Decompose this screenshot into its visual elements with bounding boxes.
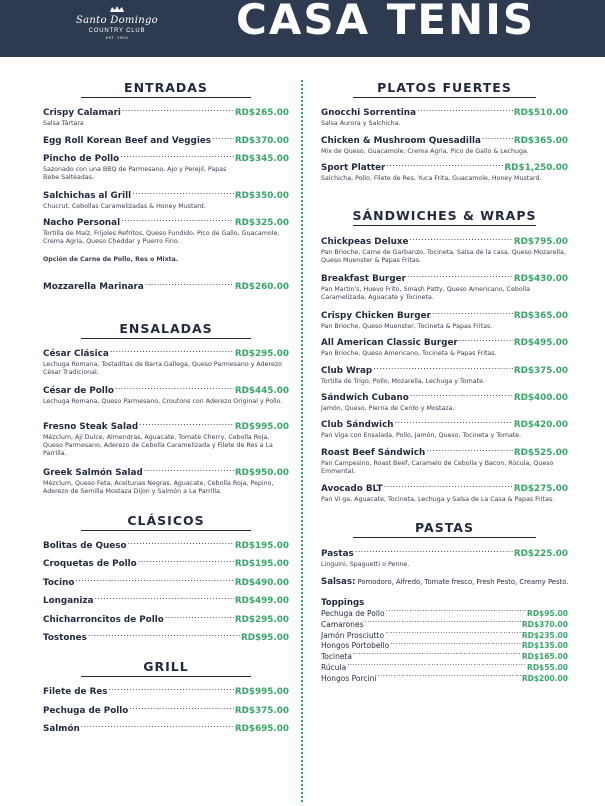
logo-club-text: COUNTRY CLUB <box>88 28 146 34</box>
item-name: Chickpeas Deluxe <box>321 237 409 247</box>
menu-item <box>43 152 289 182</box>
item-price: RD$420.00 <box>513 420 568 430</box>
item-price: RD$195.00 <box>234 541 289 551</box>
item-price: RD$490.00 <box>234 578 289 588</box>
item-note: Opción de Carne de Pollo, Res o Mixta. <box>43 256 179 263</box>
topping-row <box>321 651 568 662</box>
item-desc: Salsa Aurora y Salchicha. <box>321 119 401 127</box>
menu-item <box>43 685 289 698</box>
item-desc: Pan Martin's, Huevo Frito, Smash Patty, Queso Americano, Cebolla Caramelizada, Aguacate y Tocineta. <box>321 285 531 301</box>
item-name: Tocino <box>43 578 75 588</box>
menu-item <box>321 336 568 358</box>
item-price: RD$325.00 <box>234 218 289 228</box>
menu-item <box>43 189 289 211</box>
item-desc: Mézclum, Queso Feta, Aceitunas Negras, Aguacate, Cebolla Roja, Pepino, Aderezo de Semilla Mostaza Dijon y Salmón a La Parrilla. <box>43 479 274 495</box>
item-price: RD$225.00 <box>513 549 568 559</box>
topping-name: Hongos Portobello <box>321 641 390 651</box>
menu-item <box>321 134 568 156</box>
item-price: RD$375.00 <box>234 706 289 716</box>
item-name: César Clásica <box>43 349 109 359</box>
item-price: RD$265.00 <box>234 108 289 118</box>
topping-name: Pechuga de Pollo <box>321 609 385 618</box>
section-rule <box>81 676 251 677</box>
item-name: Sport Platter <box>321 163 386 173</box>
item-desc: Pan Viga con Ensalada, Pollo, Jamón, Queso, Tocineta y Tomate. <box>321 431 522 439</box>
section-rule <box>81 530 251 531</box>
topping-row <box>321 608 568 619</box>
menu-item <box>321 309 568 331</box>
menu-item <box>43 594 289 607</box>
menu-item <box>321 364 568 386</box>
item-name: Avocado BLT <box>321 484 383 494</box>
menu-item <box>43 420 289 459</box>
item-desc: Lechuga Romana, Tostaditas de Barra Gallega, Queso Parmesano y Aderezo César Tradicional. <box>43 360 282 376</box>
topping-row <box>321 673 568 684</box>
item-name: Bolitas de Queso <box>43 541 127 551</box>
item-price: RD$345.00 <box>234 154 289 164</box>
topping-name: Camarones <box>321 619 364 629</box>
item-name: Egg Roll Korean Beef and Veggies <box>43 136 212 146</box>
item-desc: Mix de Queso, Guacamole, Crema Agria, Pico de Gallo & Lechuga. <box>321 147 529 155</box>
item-price: RD$365.00 <box>513 311 568 321</box>
menu-item <box>43 704 289 717</box>
menu-item <box>43 347 289 377</box>
topping-name: Rúcula <box>321 662 347 672</box>
menu-item <box>43 384 289 406</box>
topping-price: RD$55.00 <box>527 662 568 672</box>
menu-item <box>321 235 568 265</box>
menu-item <box>321 418 568 440</box>
menu-item <box>43 106 289 128</box>
item-desc: Pan Campesino, Roast Beef, Caramelo de Cebolla y Bacon, Rúcula, Queso Emmental. <box>321 459 554 475</box>
topping-row <box>321 640 568 651</box>
item-price: RD$445.00 <box>234 386 289 396</box>
item-price: RD$95.00 <box>240 633 289 643</box>
header-banner <box>0 0 605 57</box>
section-title-platos-fuertes: PLATOS FUERTES <box>377 80 512 95</box>
menu-item <box>321 272 568 302</box>
item-name: Pincho de Pollo <box>43 154 120 164</box>
item-price: RD$370.00 <box>234 136 289 146</box>
topping-name: Tocineta <box>321 652 353 662</box>
section-title-ensaladas: ENSALADAS <box>119 321 213 336</box>
menu-item <box>43 613 289 626</box>
menu-item <box>321 391 568 413</box>
item-desc: Salsa Tártara <box>43 119 84 127</box>
topping-price: RD$95.00 <box>527 609 568 618</box>
item-name: Crispy Chicken Burger <box>321 311 431 321</box>
topping-name: Jamón Prosciutto <box>321 630 385 640</box>
item-price: RD$365.00 <box>513 136 568 146</box>
topping-price: RD$135.00 <box>521 641 568 651</box>
crown-icon <box>109 6 125 13</box>
club-logo <box>62 6 172 52</box>
item-name: Croquetas de Pollo <box>43 559 137 569</box>
item-name: Tostones <box>43 633 87 643</box>
menu-item <box>43 557 289 570</box>
section-title-grill: GRILL <box>143 659 189 674</box>
item-price: RD$430.00 <box>513 274 568 284</box>
logo-script-text: Santo Domingo <box>76 15 158 26</box>
item-price: RD$195.00 <box>234 559 289 569</box>
salsas-label: Salsas: <box>321 577 356 587</box>
section-rule <box>353 537 536 538</box>
item-price: RD$275.00 <box>513 484 568 494</box>
item-price: RD$695.00 <box>234 724 289 734</box>
item-name: Filete de Res <box>43 687 108 697</box>
item-name: Greek Salmón Salad <box>43 468 143 478</box>
menu-item <box>43 216 289 246</box>
item-name: Club Wrap <box>321 366 373 376</box>
item-price: RD$525.00 <box>513 448 568 458</box>
menu-item <box>43 631 289 644</box>
item-name: Club Sándwich <box>321 420 394 430</box>
item-price: RD$260.00 <box>234 282 289 292</box>
item-name: César de Pollo <box>43 386 114 396</box>
item-desc: Linguini, Spaguetti o Penne. <box>321 560 410 568</box>
section-title-clasicos: CLÁSICOS <box>127 513 205 528</box>
salsas-line <box>321 578 568 587</box>
item-name: Roast Beef Sándwich <box>321 448 426 458</box>
menu-item <box>43 576 289 589</box>
item-name: Breakfast Burger <box>321 274 406 284</box>
salsas-text: Pomodoro, Alfredo, Tomate fresco, Fresh Pesto, Creamy Pesto. <box>355 578 569 586</box>
item-price: RD$795.00 <box>513 237 568 247</box>
item-name: Gnocchi Sorrentina <box>321 108 417 118</box>
toppings-list <box>321 608 568 684</box>
item-name: Pechuga de Pollo <box>43 706 129 716</box>
item-price: RD$295.00 <box>234 615 289 625</box>
item-desc: Mézclum, Ají Dulce, Almendras, Aguacate, Tomate Cherry, Cebolla Roja, Queso Parmesano, Aderezo de Cebolla Caramelizada y Filete de Res a La Parrilla. <box>43 433 273 458</box>
item-price: RD$295.00 <box>234 349 289 359</box>
topping-price: RD$235.00 <box>521 630 568 640</box>
item-name: Sándwich Cubano <box>321 393 409 403</box>
section-rule <box>353 97 536 98</box>
item-price: RD$995.00 <box>234 687 289 697</box>
logo-est-text: EST. 1920 <box>105 36 129 40</box>
topping-price: RD$200.00 <box>521 673 568 683</box>
menu-item <box>43 539 289 552</box>
menu-item <box>43 722 289 735</box>
menu-item <box>321 547 568 569</box>
item-name: Salmón <box>43 724 80 734</box>
item-price: RD$1,250.00 <box>504 163 568 173</box>
item-price: RD$499.00 <box>234 596 289 606</box>
toppings-title: Toppings <box>321 598 365 608</box>
item-desc: Tortilla de Maíz, Frijoles Refritos, Queso Fundido, Pico de Gallo, Guacamole, Crema Agria, Queso Cheddar y Puerro Fino. <box>43 229 280 245</box>
topping-row <box>321 630 568 641</box>
item-desc: Sazonado con una BBQ de Parmesano, Ajo y Perejil, Papas Bebe Salteadas. <box>43 165 227 181</box>
column-divider <box>301 80 303 802</box>
item-desc: Pan Brioche, Carne de Garbanzo, Tocineta, Salsa de la casa, Queso Mozarella, Queso Muenster & Papas Fritas. <box>321 248 566 264</box>
topping-row <box>321 619 568 630</box>
item-name: Nacho Personal <box>43 218 121 228</box>
item-name: Crispy Calamari <box>43 108 121 118</box>
menu-item <box>321 161 568 183</box>
item-price: RD$495.00 <box>513 338 568 348</box>
item-name: Salchichas al Grill <box>43 191 132 201</box>
topping-price: RD$165.00 <box>521 652 568 662</box>
topping-name: Hongos Porcini <box>321 673 377 683</box>
menu-item <box>43 280 289 293</box>
section-rule <box>81 338 251 339</box>
item-name: All American Classic Burger <box>321 338 458 348</box>
topping-row <box>321 662 568 673</box>
item-desc: Salchicha, Pollo, Filete de Res, Yuca Frita, Guacamole, Honey Mustard. <box>321 174 542 182</box>
item-desc: Tortilla de Trigo, Pollo, Mozarella, Lechuga y Tomate. <box>321 377 485 385</box>
item-desc: Pan Brioche, Queso Muenster, Tocineta & Papas Fritas. <box>321 322 493 330</box>
item-price: RD$350.00 <box>234 191 289 201</box>
item-desc: Pan Vi ga, Aguacate, Tocineta, Lechuga y Salsa de La Casa & Papas Fritas. <box>321 495 555 503</box>
item-name: Pastas <box>321 549 354 559</box>
item-price: RD$995.00 <box>234 422 289 432</box>
section-title-sandwiches: SÁNDWICHES & WRAPS <box>352 208 537 223</box>
item-price: RD$400.00 <box>513 393 568 403</box>
item-name: Fresno Steak Salad <box>43 422 139 432</box>
item-price: RD$375.00 <box>513 366 568 376</box>
section-rule <box>353 225 536 226</box>
section-rule <box>81 97 251 98</box>
section-title-pastas: PASTAS <box>415 520 474 535</box>
menu-item <box>321 446 568 476</box>
item-price: RD$950.00 <box>234 468 289 478</box>
item-name: Chicken & Mushroom Quesadilla <box>321 136 481 146</box>
page-title: CASA TENIS <box>236 0 536 44</box>
item-price: RD$510.00 <box>513 108 568 118</box>
item-name: Chicharroncitos de Pollo <box>43 615 164 625</box>
menu-item <box>321 106 568 128</box>
item-name: Mozzarella Marinara <box>43 282 144 292</box>
menu-item <box>321 482 568 504</box>
item-desc: Jamón, Queso, Pierna de Cerdo y Mostaza. <box>321 404 455 412</box>
item-name: Longaniza <box>43 596 94 606</box>
menu-item <box>43 134 289 147</box>
section-title-entradas: ENTRADAS <box>124 80 208 95</box>
menu-item <box>43 466 289 496</box>
item-desc: Lechuga Romana, Queso Parmesano, Croutons con Aderezo Original y Pollo. <box>43 397 283 405</box>
item-desc: Pan Brioche, Queso Americano, Tocineta & Papas Fritas. <box>321 349 497 357</box>
item-desc: Chucrut, Cebollas Caramelizadas & Honey Mustard. <box>43 202 206 210</box>
topping-price: RD$370.00 <box>521 619 568 629</box>
